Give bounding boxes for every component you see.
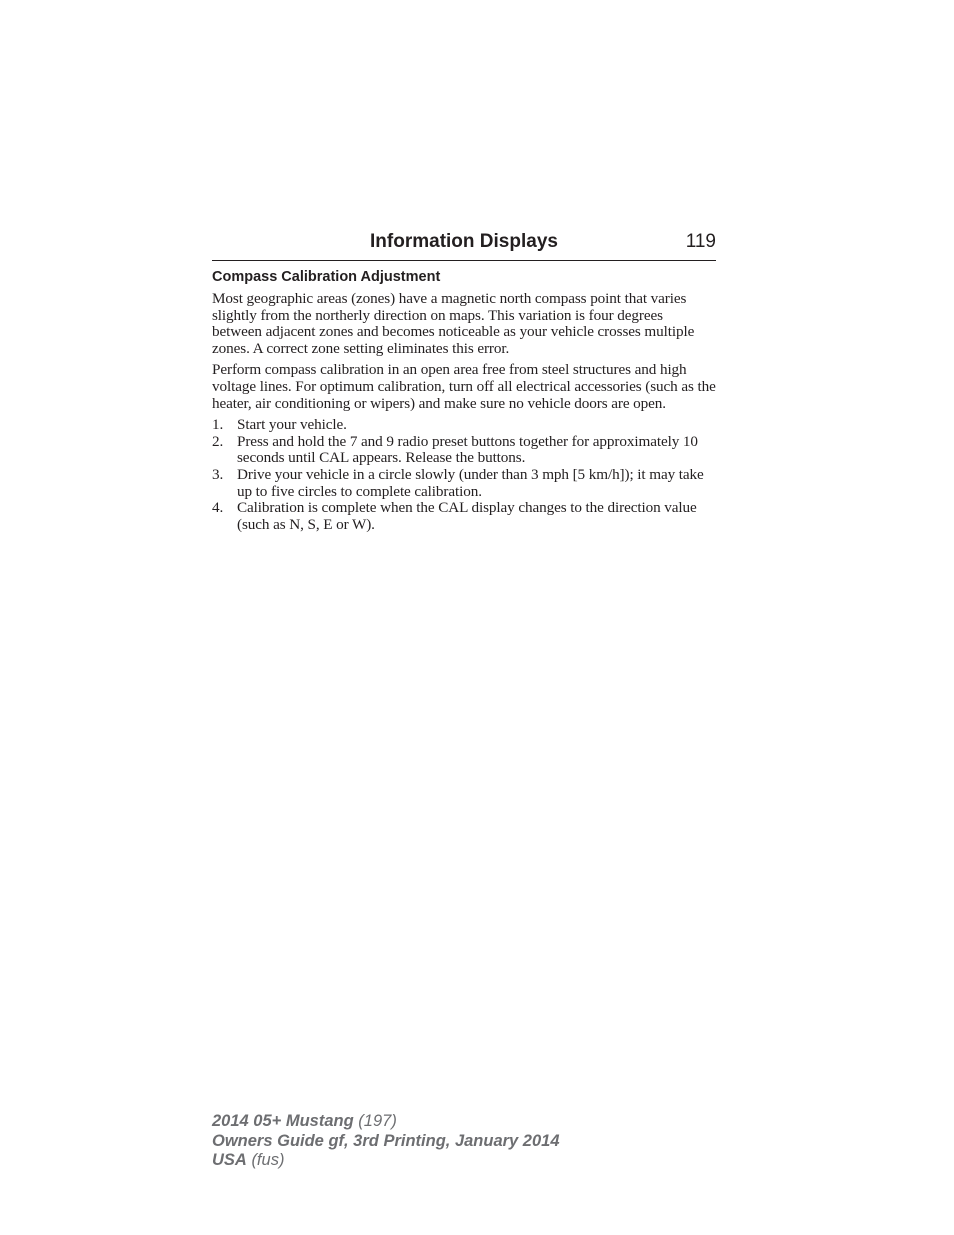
step-text: Start your vehicle. <box>237 416 347 434</box>
footer-model-line <box>212 1112 712 1132</box>
page-number: 119 <box>685 231 716 252</box>
section-heading: Compass Calibration Adjustment <box>212 269 441 285</box>
footer-model: 2014 05+ Mustang <box>212 1112 354 1130</box>
footer-market: USA <box>212 1151 247 1169</box>
page-footer <box>212 1112 712 1171</box>
page-header <box>212 226 716 261</box>
step-item <box>212 417 716 434</box>
step-number: 2. <box>212 432 224 450</box>
step-number: 1. <box>212 416 224 434</box>
calibration-paragraph: Perform compass calibration in an open area free from steel structures and high voltage lines. For optimum calibration, turn off all electrical accessories (such as the heater, air conditioning or wipers) and make sure no vehicle doors are open. <box>212 361 716 412</box>
step-item <box>212 467 716 500</box>
footer-model-code: (197) <box>358 1112 397 1130</box>
step-item <box>212 500 716 533</box>
footer-market-code: (fus) <box>251 1151 285 1169</box>
step-text: Calibration is complete when the CAL display changes to the direction value (such as N, S, E or W). <box>237 499 697 533</box>
chapter-title: Information Displays <box>370 231 558 252</box>
footer-market-line <box>212 1151 712 1171</box>
footer-edition-line <box>212 1132 712 1152</box>
step-text: Drive your vehicle in a circle slowly (under than 3 mph [5 km/h]); it may take up to five circles to complete calibration. <box>237 465 704 500</box>
page-content <box>212 267 716 533</box>
calibration-steps <box>212 417 716 533</box>
step-text: Press and hold the 7 and 9 radio preset buttons together for approximately 10 seconds until CAL appears. Release the buttons. <box>237 432 698 467</box>
intro-paragraph: Most geographic areas (zones) have a magnetic north compass point that varies slightly from the northerly direction on maps. This variation is four degrees between adjacent zones and becomes noticeable as your vehicle crosses multiple zones. A correct zone setting eliminates this error. <box>212 290 695 357</box>
footer-edition: Owners Guide gf, 3rd Printing, January 2014 <box>212 1131 560 1150</box>
step-number: 3. <box>212 465 224 483</box>
step-number: 4. <box>212 499 224 517</box>
step-item <box>212 434 716 467</box>
